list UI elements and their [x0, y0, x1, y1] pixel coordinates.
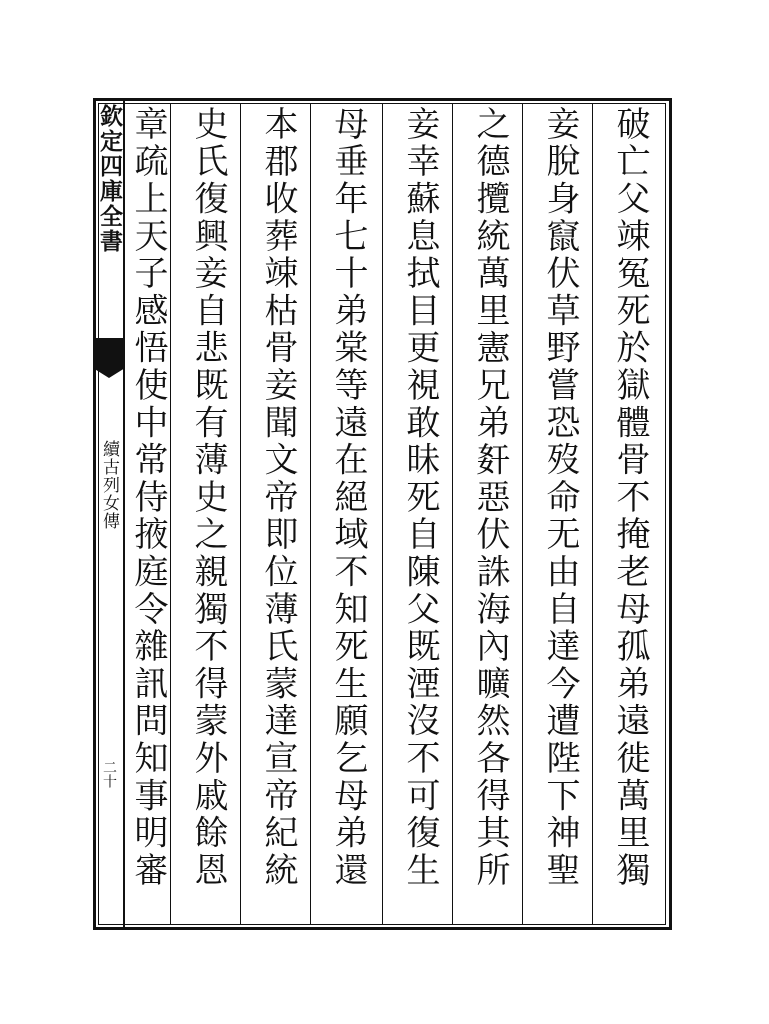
column-rule	[592, 103, 593, 925]
column-rule	[452, 103, 453, 925]
column-rule	[310, 103, 311, 925]
text-column-7: 史氏復興妾自悲既有薄史之親獨不得蒙外戚餘恩	[188, 106, 228, 890]
text-column-8: 章疏上天子感悟使中常侍掖庭令雜訊問知事明審	[128, 106, 168, 890]
collection-title: 欽定四庫全書	[96, 104, 123, 254]
column-rule	[240, 103, 241, 925]
text-column-2: 妾脫身竄伏草野嘗恐歿命无由自達今遭陛下神聖	[540, 106, 580, 890]
text-column-3: 之德攬統萬里憲兄弟姧惡伏誅海內曠然各得其所	[470, 106, 510, 890]
book-title: 續古列女傳	[99, 440, 119, 530]
column-rule	[382, 103, 383, 925]
fish-tail-notch	[93, 368, 125, 378]
fish-tail-mark	[93, 338, 125, 368]
text-column-5: 母垂年七十弟棠等遠在絕域不知死生願乞母弟還	[328, 106, 368, 890]
column-rule	[522, 103, 523, 925]
page-number: 二十	[101, 760, 117, 788]
text-column-4: 妾幸蘇息拭目更視敢昧死自陳父既湮沒不可復生	[400, 106, 440, 890]
text-column-1: 破亡父竦冤死於獄體骨不掩老母孤弟遠徙萬里獨	[610, 106, 650, 890]
text-column-6: 本郡收葬竦枯骨妾聞文帝即位薄氏蒙達宣帝紀統	[258, 106, 298, 890]
